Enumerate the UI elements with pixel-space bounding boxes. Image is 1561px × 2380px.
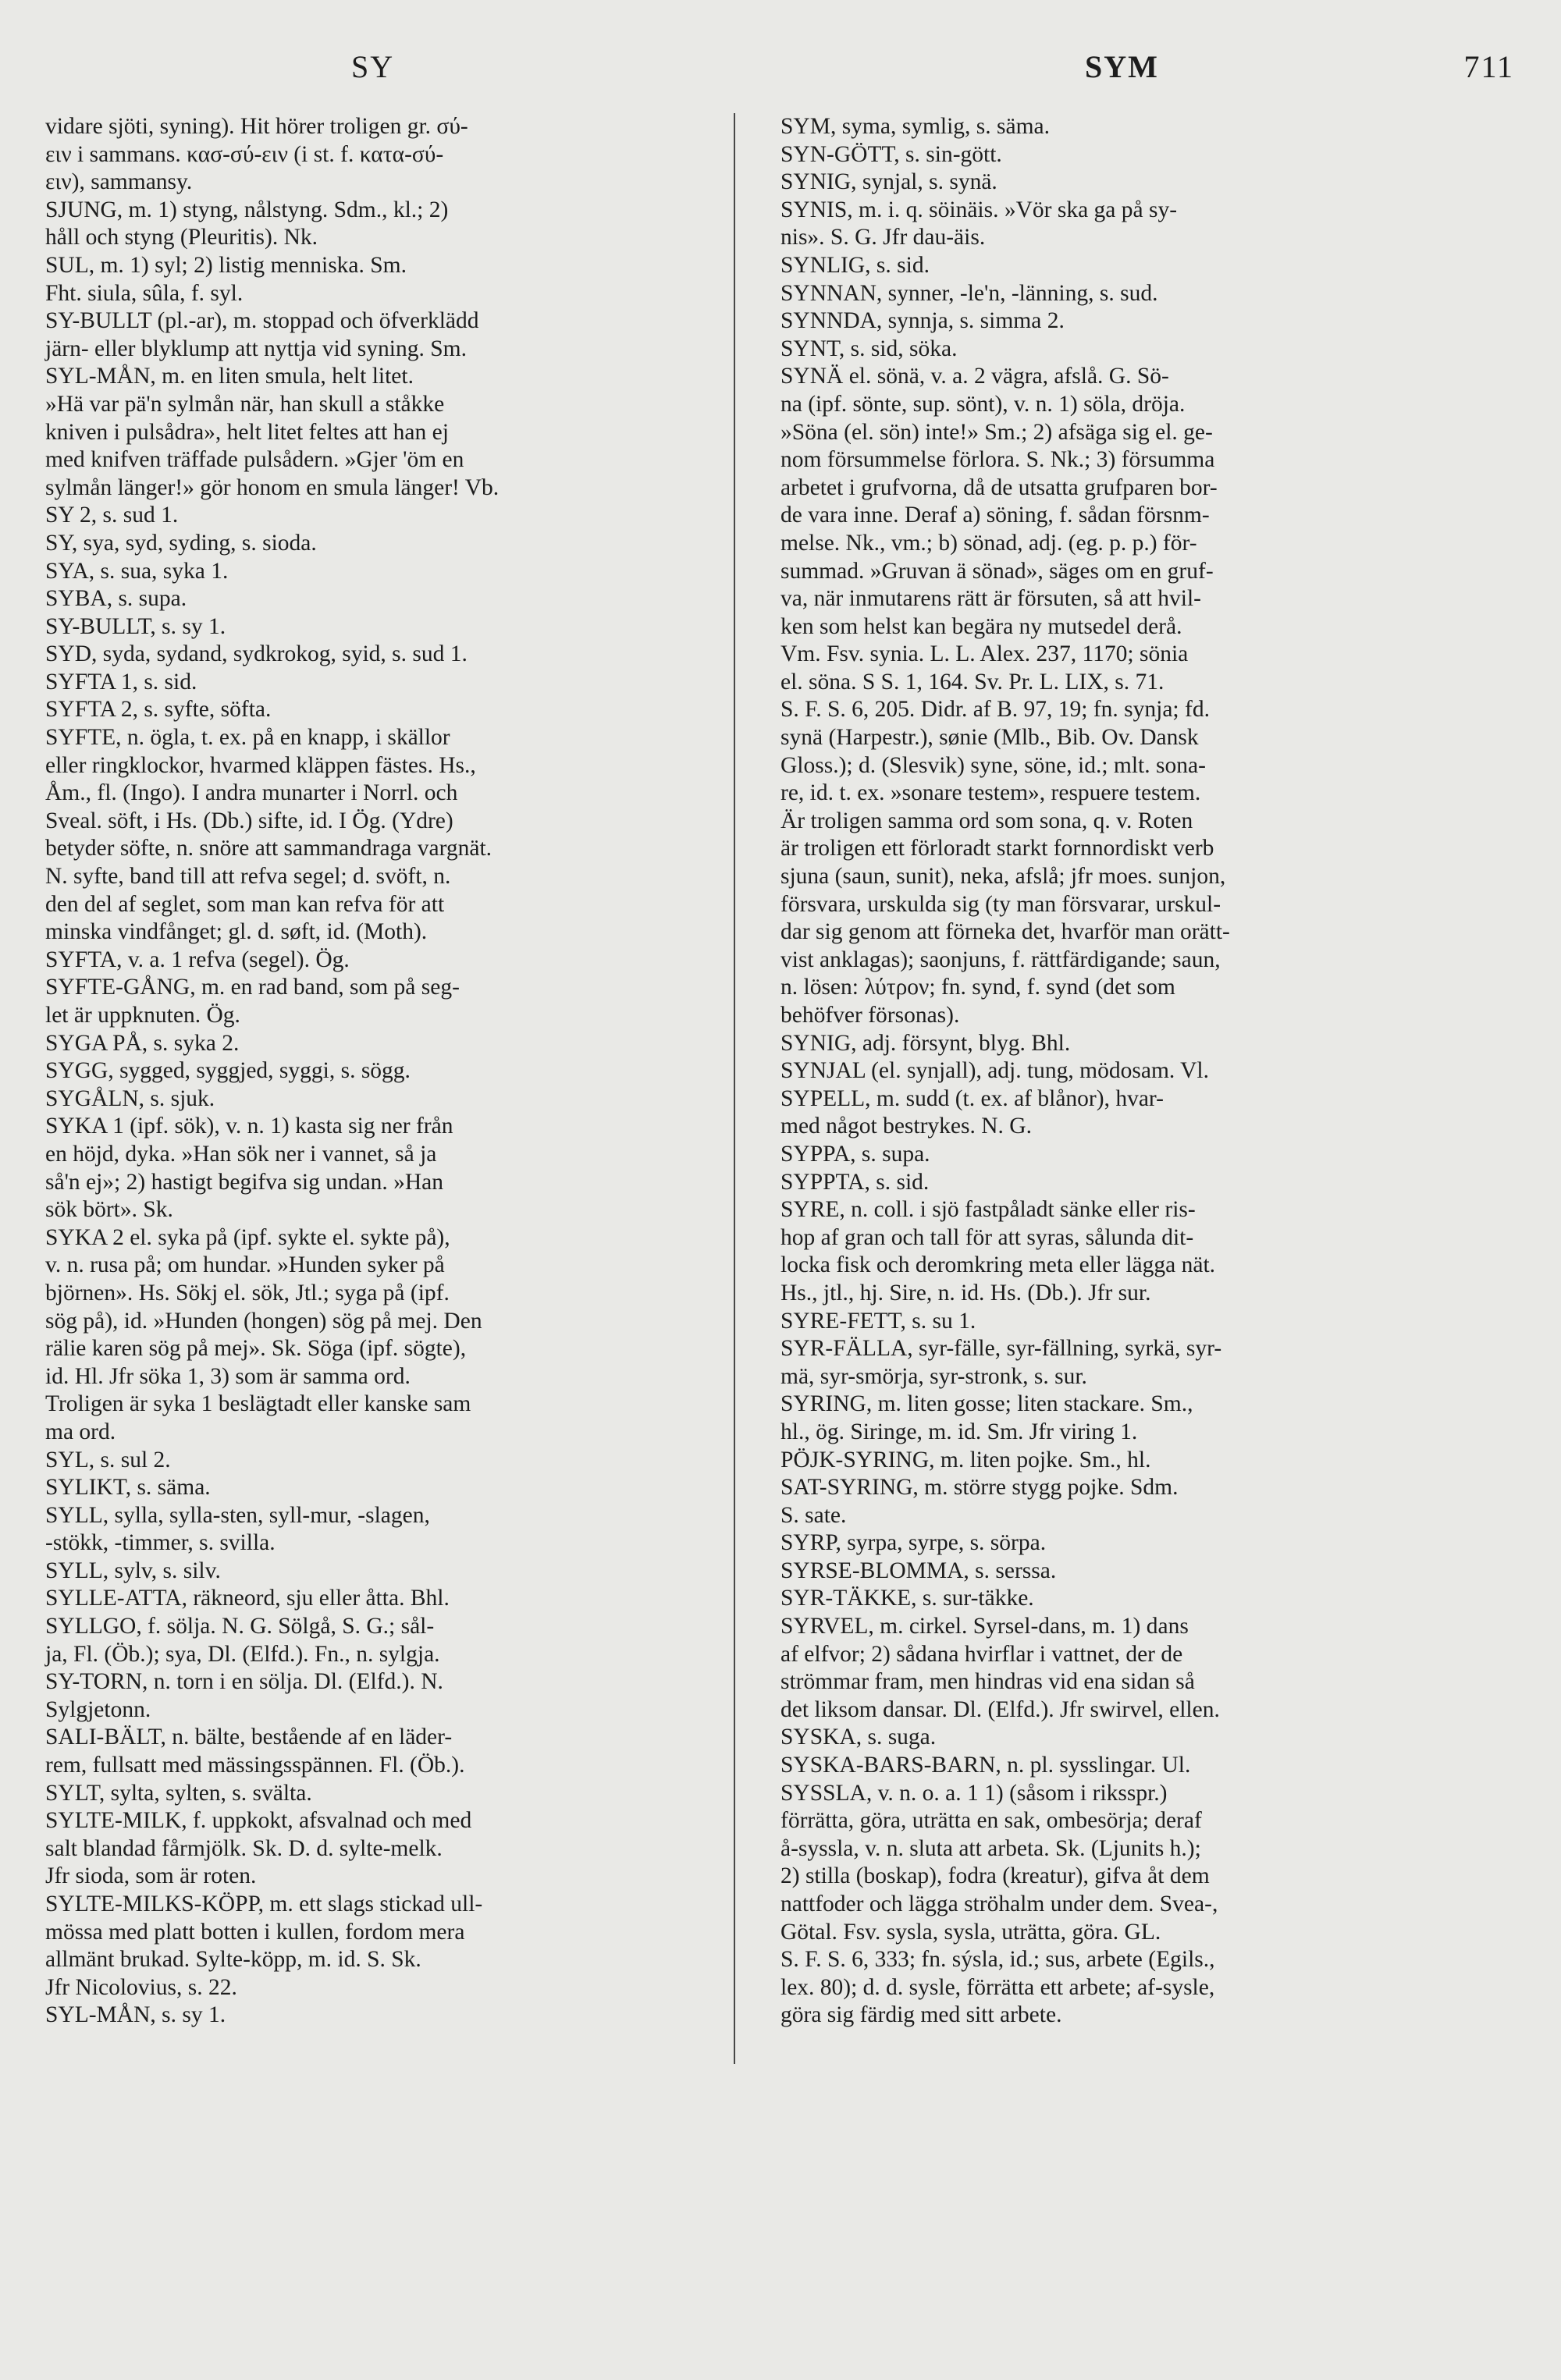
text-line: minska vindfånget; gl. d. søft, id. (Moth). [45, 919, 428, 945]
text-line: SY, sya, syd, syding, s. sioda. [45, 530, 317, 556]
text-line: na (ipf. sönte, sup. sönt), v. n. 1) söla, dröja. [780, 391, 1186, 417]
text-line: »Hä var pä'n sylmån när, han skull a ståkke [45, 391, 445, 417]
text-line: Jfr Nicolovius, s. 22. [45, 1974, 237, 2000]
text-line: Gloss.); d. (Slesvik) syne, söne, id.; mlt. sona- [780, 752, 1206, 778]
text-line: el. söna. S S. 1, 164. Sv. Pr. L. LIX, s. 71. [780, 669, 1165, 694]
text-line: betyder söfte, n. snöre att sammandraga vargnät. [45, 836, 492, 861]
text-line: SYGA PÅ, s. syka 2. [45, 1030, 240, 1056]
text-line: SYRE-FETT, s. su 1. [780, 1308, 976, 1334]
text-line: Är troligen samma ord som sona, q. v. Roten [780, 808, 1193, 833]
text-line: SYN-GÖTT, s. sin-gött. [780, 141, 1002, 167]
text-line: Åm., fl. (Ingo). I andra munarter i Norrl. och [45, 780, 458, 806]
text-line: Hs., jtl., hj. Sire, n. id. Hs. (Db.). Jfr sur. [780, 1280, 1151, 1305]
text-line: SYNNDA, synnja, s. simma 2. [780, 308, 1065, 334]
text-line: SYLTE-MILK, f. uppkokt, afsvalnad och med [45, 1808, 472, 1834]
text-line: en höjd, dyka. »Han sök ner i vannet, så ja [45, 1141, 437, 1167]
text-line: SYLLE-ATTA, räkneord, sju eller åtta. Bhl. [45, 1586, 450, 1611]
text-line: SYLTE-MILKS-KÖPP, m. ett slags stickad ull- [45, 1892, 483, 1916]
text-line: ken som helst kan begära ny mutsedel derå. [780, 613, 1182, 639]
text-line: SYPPA, s. supa. [780, 1141, 930, 1167]
text-line: SYA, s. sua, syka 1. [45, 558, 229, 584]
header-right-guideword: SYM [1085, 49, 1159, 84]
text-line: sjuna (saun, sunit), neka, afslå; jfr moes. sunjon, [780, 864, 1226, 890]
text-line: Vm. Fsv. synia. L. L. Alex. 237, 1170; sönia [780, 641, 1189, 667]
text-line: SYFTA 1, s. sid. [45, 669, 197, 694]
text-line: SYRSE-BLOMMA, s. serssa. [780, 1558, 1057, 1583]
text-line: Fht. siula, sûla, f. syl. [45, 280, 244, 306]
text-line: sylmån länger!» gör honom en smula länger! Vb. [45, 474, 500, 500]
text-line: SYFTA 2, s. syfte, söfta. [45, 697, 272, 723]
text-line: SUL, m. 1) syl; 2) listig menniska. Sm. [45, 252, 407, 278]
text-line: SYLL, sylv, s. silv. [45, 1558, 221, 1583]
text-line: järn- eller blyklump att nyttja vid syning. Sm. [45, 336, 467, 361]
text-line: SYNNAN, synner, -le'n, -länning, s. sud. [780, 280, 1158, 306]
text-line: SYKA 1 (ipf. sök), v. n. 1) kasta sig ner från [45, 1114, 453, 1139]
text-line: strömmar fram, men hindras vid ena sidan så [780, 1669, 1195, 1695]
text-line: id. Hl. Jfr söka 1, 3) som är samma ord. [45, 1363, 411, 1389]
text-line: PÖJK-SYRING, m. liten pojke. Sm., hl. [780, 1447, 1151, 1472]
text-line: eller ringklockor, hvarmed kläppen fästes. Hs., [45, 752, 476, 778]
text-line: nom försummelse förlora. S. Nk.; 3) försumma [780, 447, 1215, 473]
text-line: försvara, urskulda sig (ty man försvarar, urskul- [780, 891, 1221, 917]
text-line: v. n. rusa på; om hundar. »Hunden syker på [45, 1252, 445, 1278]
text-line: förrätta, göra, uträtta en sak, ombesörja; deraf [780, 1808, 1202, 1834]
text-line: SYNT, s. sid, söka. [780, 336, 958, 361]
text-line: SYR-FÄLLA, syr-fälle, syr-fällning, syrkä, syr- [780, 1336, 1222, 1362]
text-line: SYNLIG, s. sid. [780, 252, 930, 278]
text-line: SYFTE, n. ögla, t. ex. på en knapp, i skällor [45, 725, 450, 751]
text-line: behöfver försonas). [780, 1003, 960, 1028]
text-line: så'n ej»; 2) hastigt begifva sig undan. »Han [45, 1169, 443, 1195]
text-line: sök bört». Sk. [45, 1197, 173, 1223]
text-line: den del af seglet, som man kan refva för att [45, 891, 445, 917]
text-line: Sylgjetonn. [45, 1696, 151, 1722]
text-line: håll och styng (Pleuritis). Nk. [45, 225, 318, 250]
text-line: ja, Fl. (Öb.); sya, Dl. (Elfd.). Fn., n. sylgja. [45, 1641, 440, 1667]
text-line: SYLIKT, s. säma. [45, 1475, 211, 1501]
text-line: SYPELL, m. sudd (t. ex. af blånor), hvar- [780, 1085, 1164, 1111]
text-line: melse. Nk., vm.; b) sönad, adj. (eg. p. p.) för- [780, 530, 1197, 556]
text-line: ma ord. [45, 1419, 116, 1444]
text-line: lex. 80); d. d. sysle, förrätta ett arbete; af-sysle, [780, 1974, 1215, 2000]
text-line: nattfoder och lägga ströhalm under dem. Svea-, [780, 1892, 1218, 1916]
text-line: SAT-SYRING, m. större stygg pojke. Sdm. [780, 1475, 1179, 1501]
text-line: SYLL, sylla, sylla-sten, syll-mur, -slagen, [45, 1502, 430, 1528]
text-line: SY-TORN, n. torn i en sölja. Dl. (Elfd.). N. [45, 1669, 443, 1695]
text-line: Troligen är syka 1 beslägtadt eller kanske sam [45, 1391, 471, 1417]
text-line: ειν i sammans. κασ-σύ-ειν (i st. f. κατα-σύ- [45, 141, 444, 167]
text-line: med något bestrykes. N. G. [780, 1114, 1032, 1139]
text-line: arbetet i grufvorna, då de utsatta grufparen bor- [780, 474, 1218, 500]
text-line: SYLLGO, f. sölja. N. G. Sölgå, S. G.; sål- [45, 1614, 435, 1639]
right-column [780, 113, 1436, 2030]
text-line: SYSSLA, v. n. o. a. 1 1) (såsom i riksspr.) [780, 1780, 1168, 1806]
text-line: med knifven träffade pulsådern. »Gjer 'öm en [45, 447, 464, 473]
text-line: SYGÅLN, s. sjuk. [45, 1085, 215, 1111]
column-divider [734, 113, 735, 2064]
text-line: S. sate. [780, 1502, 847, 1528]
text-line: SY-BULLT (pl.-ar), m. stoppad och öfverklädd [45, 308, 479, 334]
header-left-guideword: SY [351, 49, 395, 84]
text-line: SYFTE-GÅNG, m. en rad band, som på seg- [45, 975, 460, 1000]
text-line: nis». S. G. Jfr dau-äis. [780, 225, 986, 250]
text-line: SYLT, sylta, sylten, s. svälta. [45, 1780, 312, 1806]
text-line: SYRING, m. liten gosse; liten stackare. Sm., [780, 1391, 1193, 1417]
text-line: hop af gran och tall för att syras, sålunda dit- [780, 1224, 1194, 1250]
text-line: rälie karen sög på mej». Sk. Söga (ipf. sögte), [45, 1336, 467, 1362]
text-line: å-syssla, v. n. sluta att arbeta. Sk. (Ljunits h.); [780, 1835, 1201, 1861]
text-line: det liksom dansar. Dl. (Elfd.). Jfr swirvel, ellen. [780, 1696, 1220, 1722]
text-line: SYNIS, m. i. q. söinäis. »Vör ska ga på sy- [780, 197, 1178, 222]
text-line: Sveal. söft, i Hs. (Db.) sifte, id. I Ög. (Ydre) [45, 808, 453, 833]
text-line: björnen». Hs. Sökj el. sök, Jtl.; syga på (ipf. [45, 1280, 450, 1305]
text-line: SY-BULLT, s. sy 1. [45, 613, 226, 639]
page-number: 711 [1463, 49, 1514, 84]
text-line: SYSKA, s. suga. [780, 1725, 937, 1750]
text-line: SYBA, s. supa. [45, 586, 187, 612]
text-line: kniven i pulsådra», helt litet feltes att han ej [45, 419, 449, 445]
text-line: SYM, syma, symlig, s. säma. [780, 114, 1050, 139]
text-line: göra sig färdig med sitt arbete. [780, 2002, 1062, 2028]
text-line: let är uppknuten. Ög. [45, 1003, 240, 1028]
text-line: SYL, s. sul 2. [45, 1447, 171, 1472]
text-line: af elfvor; 2) sådana hvirflar i vattnet, der de [780, 1641, 1183, 1667]
text-line: SYFTA, v. a. 1 refva (segel). Ög. [45, 947, 350, 972]
text-line: SALI-BÄLT, n. bälte, bestående af en läder- [45, 1725, 453, 1750]
text-line: vidare sjöti, syning). Hit hörer troligen gr. σύ- [45, 114, 468, 139]
left-column [45, 113, 701, 2030]
text-line: SYNIG, synjal, s. synä. [780, 169, 997, 195]
text-line: SYL-MÅN, s. sy 1. [45, 2002, 226, 2028]
text-line: 2) stilla (boskap), fodra (kreatur), gifva åt dem [780, 1863, 1210, 1889]
text-line: SYNÄ el. sönä, v. a. 2 vägra, afslå. G. Sö- [780, 364, 1169, 389]
text-line: SYRE, n. coll. i sjö fastpåladt sänke eller ris- [780, 1197, 1196, 1223]
text-line: ειν), sammansy. [45, 169, 193, 195]
text-line: SYKA 2 el. syka på (ipf. sykte el. sykte på), [45, 1224, 450, 1250]
text-line: S. F. S. 6, 205. Didr. af B. 97, 19; fn. synja; fd. [780, 697, 1210, 723]
text-line: SYRVEL, m. cirkel. Syrsel-dans, m. 1) dans [780, 1614, 1189, 1639]
text-line: Götal. Fsv. sysla, sysla, uträtta, göra. GL. [780, 1919, 1161, 1945]
page-header [47, 48, 1514, 92]
text-line: Jfr sioda, som är roten. [45, 1863, 257, 1889]
text-line: SY 2, s. sud 1. [45, 503, 179, 528]
text-line: SJUNG, m. 1) styng, nålstyng. Sdm., kl.; 2) [45, 197, 449, 222]
text-line: SYRP, syrpa, syrpe, s. sörpa. [780, 1530, 1047, 1556]
text-line: S. F. S. 6, 333; fn. sýsla, id.; sus, arbete (Egils., [780, 1947, 1215, 1973]
text-line: mössa med platt botten i kullen, fordom mera [45, 1919, 465, 1945]
text-line: SYSKA-BARS-BARN, n. pl. sysslingar. Ul. [780, 1753, 1191, 1778]
text-line: N. syfte, band till att refva segel; d. svöft, n. [45, 864, 451, 890]
text-line: SYPPTA, s. sid. [780, 1169, 930, 1195]
text-line: summad. »Gruvan ä sönad», säges om en gruf- [780, 558, 1214, 584]
text-line: va, när inmutarens rätt är försuten, så att hvil- [780, 586, 1202, 612]
text-line: dar sig genom att förneka det, hvarför man orätt- [780, 919, 1230, 945]
text-line: synä (Harpestr.), sønie (Mlb., Bib. Ov. Dansk [780, 725, 1199, 751]
text-line: salt blandad fårmjölk. Sk. D. d. sylte-melk. [45, 1835, 443, 1861]
text-line: »Söna (el. sön) inte!» Sm.; 2) afsäga sig el. ge- [780, 419, 1213, 445]
text-line: allmänt brukad. Sylte-köpp, m. id. S. Sk. [45, 1947, 421, 1973]
text-line: SYNJAL (el. synjall), adj. tung, mödosam. Vl. [780, 1058, 1209, 1084]
text-line: -stökk, -timmer, s. svilla. [45, 1530, 276, 1556]
text-line: SYNIG, adj. försynt, blyg. Bhl. [780, 1030, 1071, 1056]
text-line: re, id. t. ex. »sonare testem», respuere testem. [780, 780, 1201, 806]
text-line: n. lösen: λύτρον; fn. synd, f. synd (det som [780, 975, 1175, 1000]
text-line: SYGG, sygged, syggjed, syggi, s. sögg. [45, 1058, 411, 1084]
text-line: locka fisk och deromkring meta eller lägga nät. [780, 1252, 1216, 1278]
text-line: är troligen ett förloradt starkt fornnordiskt verb [780, 836, 1214, 861]
text-line: mä, syr-smörja, syr-stronk, s. sur. [780, 1363, 1087, 1389]
text-line: rem, fullsatt med mässingsspännen. Fl. (Öb.). [45, 1753, 465, 1778]
text-line: SYL-MÅN, m. en liten smula, helt litet. [45, 364, 414, 389]
text-line: sög på), id. »Hunden (hongen) sög på mej. Den [45, 1308, 482, 1334]
text-line: hl., ög. Siringe, m. id. Sm. Jfr viring 1. [780, 1419, 1138, 1444]
text-line: SYD, syda, sydand, sydkrokog, syid, s. sud 1. [45, 641, 468, 667]
text-line: SYR-TÄKKE, s. sur-täkke. [780, 1586, 1034, 1611]
text-line: vist anklagas); saonjuns, f. rättfärdigande; saun, [780, 947, 1221, 972]
text-line: de vara inne. Deraf a) söning, f. sådan försnm- [780, 503, 1210, 528]
